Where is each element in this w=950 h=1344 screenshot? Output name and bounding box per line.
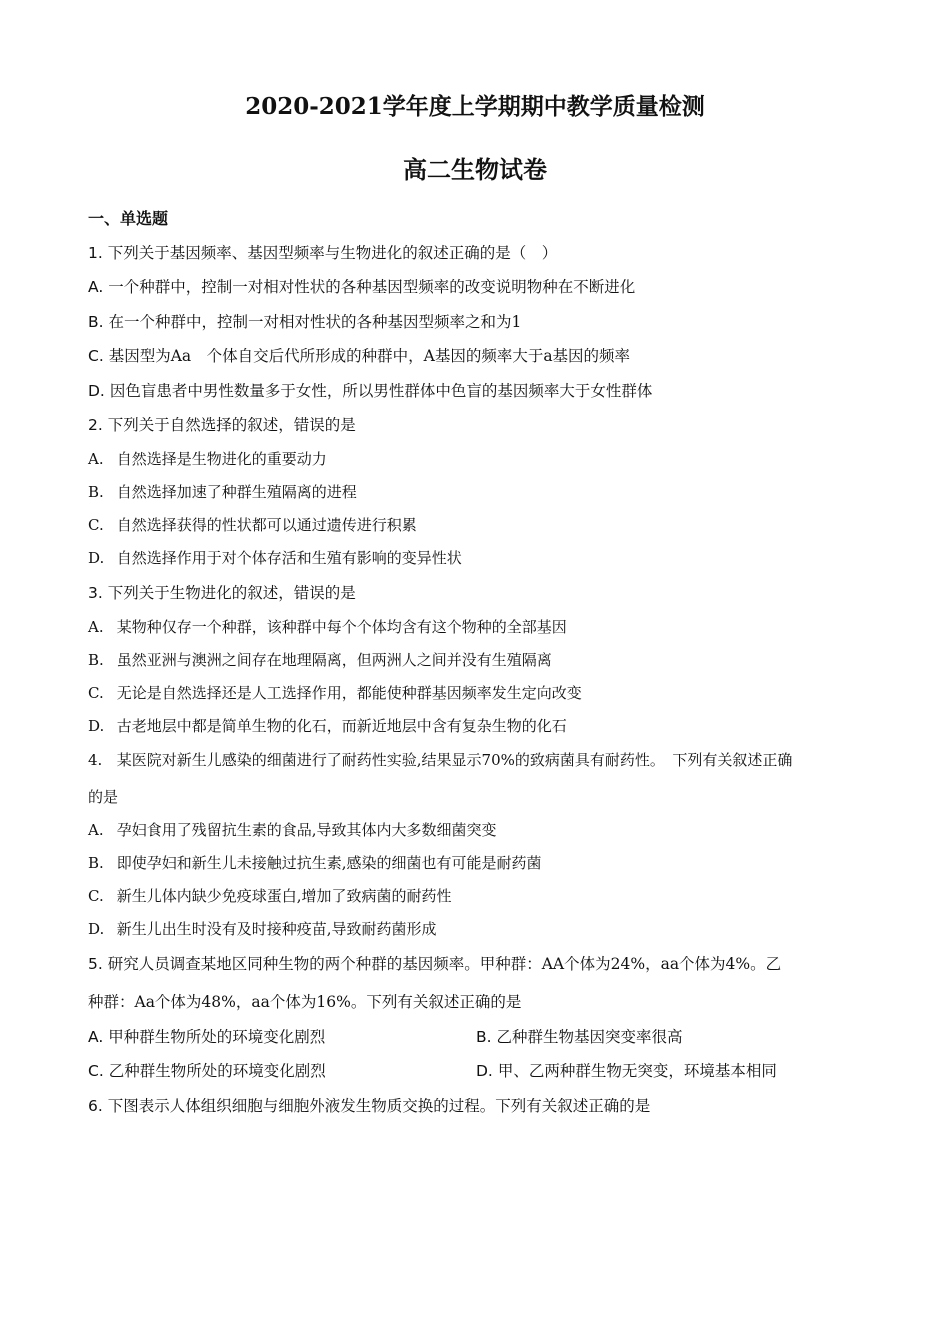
option-4c bbox=[88, 885, 452, 906]
option-text: 甲种群生物所处的环境变化剧烈 bbox=[108, 1028, 326, 1046]
option-label: A. bbox=[88, 1028, 104, 1046]
question-number: 4. bbox=[88, 751, 103, 769]
question-1 bbox=[88, 241, 557, 263]
option-label: D. bbox=[88, 920, 105, 938]
option-label: A. bbox=[88, 618, 104, 636]
option-3d bbox=[88, 715, 567, 736]
option-2b bbox=[88, 481, 357, 502]
option-1a bbox=[88, 275, 635, 297]
option-label: C. bbox=[88, 1062, 104, 1080]
option-5a bbox=[88, 1025, 325, 1047]
option-label: A. bbox=[88, 278, 104, 296]
option-1d bbox=[88, 379, 652, 401]
option-text: 新生儿体内缺少免疫球蛋白,增加了致病菌的耐药性 bbox=[116, 887, 452, 905]
option-1b bbox=[88, 310, 521, 332]
option-5c bbox=[88, 1059, 326, 1081]
option-text: 自然选择获得的性状都可以通过遗传进行积累 bbox=[116, 516, 417, 534]
option-text: 无论是自然选择还是人工选择作用，都能使种群基因频率发生定向改变 bbox=[116, 684, 582, 702]
option-label: D. bbox=[476, 1062, 493, 1080]
question-stem: 下图表示人体组织细胞与细胞外液发生物质交换的过程。下列有关叙述正确的是 bbox=[107, 1097, 651, 1115]
option-label: B. bbox=[476, 1028, 492, 1046]
option-label: B. bbox=[88, 651, 104, 669]
question-3 bbox=[88, 581, 356, 603]
question-stem: 研究人员调查某地区同种生物的两个种群的基因频率。甲种群：AA个体为24%，aa个体为4%。乙 bbox=[107, 955, 782, 973]
question-stem: 某医院对新生儿感染的细菌进行了耐药性实验,结果显示70%的致病菌具有耐药性。 下列有关叙述正确 bbox=[116, 751, 793, 769]
section-heading: 一、单选题 bbox=[88, 209, 169, 228]
question-6 bbox=[88, 1094, 650, 1116]
option-label: B. bbox=[88, 854, 104, 872]
option-text: 虽然亚洲与澳洲之间存在地理隔离，但两洲人之间并没有生殖隔离 bbox=[116, 651, 552, 669]
question-4-continued: 的是 bbox=[88, 788, 119, 806]
option-5b bbox=[476, 1025, 683, 1047]
option-4d bbox=[88, 918, 437, 939]
question-number: 3. bbox=[88, 584, 103, 602]
option-3a bbox=[88, 616, 567, 637]
option-text: 自然选择作用于对个体存活和生殖有影响的变异性状 bbox=[116, 549, 462, 567]
question-2 bbox=[88, 413, 356, 435]
option-text: 某物种仅存一个种群，该种群中每个个体均含有这个物种的全部基因 bbox=[116, 618, 567, 636]
option-text: 即使孕妇和新生儿未接触过抗生素,感染的细菌也有可能是耐药菌 bbox=[116, 854, 542, 872]
option-text: 新生儿出生时没有及时接种疫苗,导致耐药菌形成 bbox=[116, 920, 437, 938]
question-5-continued: 种群：Aa个体为48%，aa个体为16%。下列有关叙述正确的是 bbox=[88, 993, 522, 1011]
question-stem: 下列关于基因频率、基因型频率与生物进化的叙述正确的是（ ） bbox=[107, 244, 558, 262]
exam-title: 2020-2021学年度上学期期中教学质量检测 bbox=[245, 93, 705, 120]
option-text: 在一个种群中，控制一对相对性状的各种基因型频率之和为1 bbox=[108, 313, 522, 331]
option-label: D. bbox=[88, 549, 105, 567]
option-label: D. bbox=[88, 717, 105, 735]
option-text: 甲、乙两种群生物无突变，环境基本相同 bbox=[497, 1062, 777, 1080]
option-text: 自然选择加速了种群生殖隔离的进程 bbox=[116, 483, 357, 501]
option-text: 孕妇食用了残留抗生素的食品,导致其体内大多数细菌突变 bbox=[116, 821, 497, 839]
option-label: B. bbox=[88, 483, 104, 501]
option-1c bbox=[88, 344, 630, 366]
option-label: C. bbox=[88, 516, 104, 534]
option-3b bbox=[88, 649, 552, 670]
option-text: 乙种群生物基因突变率很高 bbox=[496, 1028, 683, 1046]
option-label: A. bbox=[88, 821, 104, 839]
question-number: 2. bbox=[88, 416, 103, 434]
question-stem: 下列关于生物进化的叙述，错误的是 bbox=[107, 584, 356, 602]
option-text: 古老地层中都是简单生物的化石，而新近地层中含有复杂生物的化石 bbox=[116, 717, 567, 735]
option-label: B. bbox=[88, 313, 104, 331]
question-stem: 下列关于自然选择的叙述，错误的是 bbox=[107, 416, 356, 434]
option-2c bbox=[88, 514, 417, 535]
option-4b bbox=[88, 852, 542, 873]
option-text: 因色盲患者中男性数量多于女性，所以男性群体中色盲的基因频率大于女性群体 bbox=[109, 382, 653, 400]
option-2d bbox=[88, 547, 462, 568]
option-3c bbox=[88, 682, 582, 703]
option-label: D. bbox=[88, 382, 105, 400]
question-number: 1. bbox=[88, 244, 103, 262]
option-2a bbox=[88, 448, 327, 469]
question-number: 6. bbox=[88, 1097, 103, 1115]
question-5 bbox=[88, 952, 781, 974]
option-text: 自然选择是生物进化的重要动力 bbox=[116, 450, 327, 468]
exam-subtitle: 高二生物试卷 bbox=[403, 155, 547, 184]
option-text: 一个种群中，控制一对相对性状的各种基因型频率的改变说明物种在不断进化 bbox=[108, 278, 636, 296]
option-5d bbox=[476, 1059, 777, 1081]
question-4 bbox=[88, 749, 792, 770]
option-label: A. bbox=[88, 450, 104, 468]
option-text: 基因型为Aa 个体自交后代所形成的种群中，A基因的频率大于a基因的频率 bbox=[108, 347, 631, 365]
option-label: C. bbox=[88, 684, 104, 702]
option-4a bbox=[88, 819, 497, 840]
question-number: 5. bbox=[88, 955, 103, 973]
option-label: C. bbox=[88, 887, 104, 905]
option-text: 乙种群生物所处的环境变化剧烈 bbox=[108, 1062, 326, 1080]
option-label: C. bbox=[88, 347, 104, 365]
